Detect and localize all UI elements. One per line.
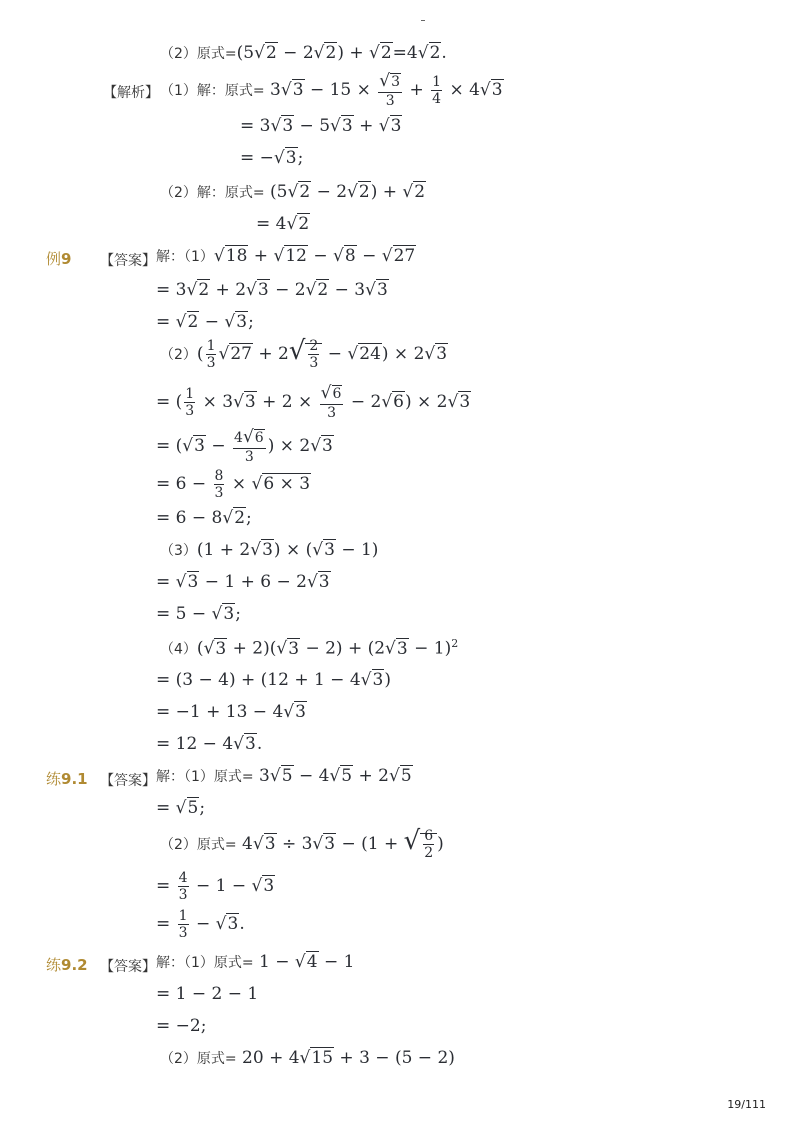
math-line: = √3 − 1 + 6 − 2√3 — [156, 572, 330, 592]
math-line: （2）解：原式= (5√2 − 2√2) + √2 — [160, 182, 426, 202]
practice-9-2-label: 练9.2 — [46, 956, 88, 974]
math-line: （2）原式=(5√2 − 2√2) + √2=4√2. — [160, 43, 447, 63]
math-line: 解：（1）原式= 1 − √4 − 1 — [156, 952, 355, 972]
math-line: （2）原式= 20 + 4√15 + 3 − (5 − 2) — [160, 1048, 455, 1068]
math-line: = (3 − 4) + (12 + 1 − 4√3) — [156, 670, 391, 690]
math-line: = 6 − 8√2; — [156, 508, 252, 528]
practice-9-1-label: 练9.1 — [46, 770, 88, 788]
page-number: 19/111 — [727, 1098, 766, 1111]
math-line: = 3√3 − 5√3 + √3 — [240, 116, 402, 136]
math-line: $(4)(√3 + 2)(√3 - 2) + (2√3 - 1)^2$ — [160, 637, 459, 659]
example-9-label: 例9 — [46, 250, 72, 268]
analysis-label: 【解析】 — [103, 85, 159, 101]
math-line: = −2; — [156, 1016, 207, 1036]
math-line: = 12 − 4√3. — [156, 734, 263, 754]
math-line: = √5; — [156, 798, 206, 818]
math-line: = −1 + 13 − 4√3 — [156, 702, 306, 722]
math-line: 解：（1）原式= 3√5 − 4√5 + 2√5 — [156, 766, 412, 786]
math-line: = 6 − $\frac{8}{3}$ × √6 × 3 — [156, 468, 311, 502]
math-line: 解：（1）√18 + √12 − √8 − √27 — [156, 246, 416, 266]
answer-label: 【答案】 — [100, 959, 156, 975]
math-line: （2）原式= 4√3 ÷ 3√3 − (1 + √ $\frac{6}{2}$ ) — [160, 826, 444, 862]
math-line: = 4√2 — [256, 214, 310, 234]
math-line: = $\frac{4}{3}$ − 1 − √3 — [156, 870, 275, 904]
answer-label: 【答案】 — [100, 773, 156, 789]
top-mark — [421, 20, 425, 21]
math-line: = 5 − √3; — [156, 604, 241, 624]
math-line: = $\frac{1}{3}$ − √3. — [156, 908, 245, 942]
math-line: （1）解：原式= 3√3 − 15 × $\frac{√3}{3}$ + $\frac{1}{4}$ × 4√3 — [160, 71, 503, 109]
answer-label: 【答案】 — [100, 253, 156, 269]
math-line: = 3√2 + 2√3 − 2√2 − 3√3 — [156, 280, 388, 300]
math-line: （2）( $\frac{1}{3}$ √27 + 2√ $\frac{2}{3}$ − √24) × 2√3 — [160, 336, 448, 372]
math-line: = √2 − √3; — [156, 312, 254, 332]
math-line: = (√3 − $\frac{4√6}{3}$ ) × 2√3 — [156, 427, 333, 465]
math-line: = ( $\frac{1}{3}$ × 3√3 + 2 × $\frac{√6}{3}$ − 2√6) × 2√3 — [156, 383, 471, 421]
math-line: （3）(1 + 2√3) × (√3 − 1) — [160, 540, 379, 560]
math-line: = −√3; — [240, 148, 304, 168]
math-line: = 1 − 2 − 1 — [156, 984, 259, 1004]
